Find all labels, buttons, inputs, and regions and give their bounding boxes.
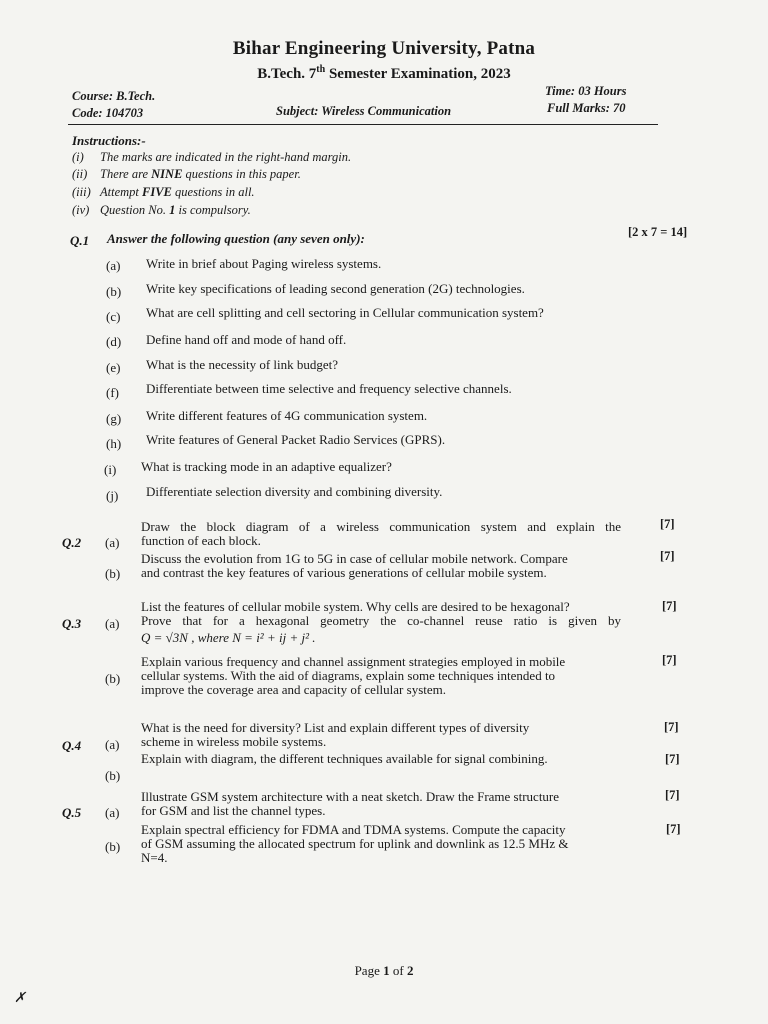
subject-label: Subject: Wireless Communication	[276, 104, 452, 118]
marks-label: [2 x 7 = 14]	[628, 225, 688, 239]
question-text: Answer the following question (any seven only):	[107, 231, 365, 246]
instruction-item: (i) The marks are indicated in the right-hand margin.	[72, 150, 352, 164]
marks-label: [7]	[662, 653, 677, 667]
item-text: Differentiate between time selective and frequency selective channels.	[146, 381, 512, 396]
question-number: Q.1	[70, 233, 90, 248]
item-label: (f)	[106, 385, 119, 400]
sub-question-text: Discuss the evolution from 1G to 5G in case of cellular mobile network. Compare and contrast the key features of various generations of cellular mobile system.	[141, 551, 568, 580]
sub-question-label: (a)	[105, 805, 120, 820]
question-number: Q.4	[62, 738, 82, 753]
sub-question-label: (a)	[105, 616, 120, 631]
item-text: Write in brief about Paging wireless systems.	[146, 256, 382, 271]
instruction-item: (ii) There are NINE questions in this paper.	[72, 167, 301, 181]
course-label: Course: B.Tech.	[72, 89, 156, 103]
marks-label: [7]	[665, 752, 680, 766]
sub-question-label: (a)	[105, 535, 120, 550]
item-label: (b)	[106, 284, 122, 299]
item-label: (i)	[104, 462, 117, 477]
item-label: (a)	[106, 258, 121, 273]
marks-label: [7]	[666, 822, 681, 836]
sub-question-label: (b)	[105, 671, 121, 686]
marks-label: [7]	[664, 720, 679, 734]
item-text: Write key specifications of leading second generation (2G) technologies.	[146, 281, 525, 296]
sub-question-text: What is the need for diversity? List and explain different types of diversity scheme in wireless mobile systems.	[141, 720, 530, 749]
item-text: Differentiate selection diversity and combining diversity.	[146, 484, 443, 499]
question-number: Q.5	[62, 805, 82, 820]
item-text: What is tracking mode in an adaptive equalizer?	[141, 459, 392, 474]
sub-question-text: Explain with diagram, the different techniques available for signal combining.	[141, 751, 548, 766]
item-label: (e)	[106, 360, 121, 375]
item-label: (g)	[106, 411, 122, 426]
sub-question-text: Explain spectral efficiency for FDMA and TDMA systems. Compute the capacity of GSM assuming the allocated spectrum for uplink and downlink as 12.5 MHz & N=4.	[141, 822, 569, 865]
sub-question-text: List the features of cellular mobile system. Why cells are desired to be hexagonal? Prove that for a hexagonal geometry the co-channel reuse ratio is given by Q = √3N , where N = i² + ij + j² .	[141, 599, 621, 645]
marks-label: [7]	[662, 599, 677, 613]
item-label: (j)	[106, 488, 119, 503]
item-text: Write features of General Packet Radio Services (GPRS).	[146, 432, 446, 447]
item-text: What are cell splitting and cell sectoring in Cellular communication system?	[146, 305, 544, 320]
formula: Q = √3N , where N = i² + ij + j² .	[141, 630, 316, 645]
code-label: Code: 104703	[72, 106, 144, 120]
sub-question-label: (b)	[105, 839, 121, 854]
marks-label: [7]	[665, 788, 680, 802]
sub-question-label: (b)	[105, 566, 121, 581]
full-marks-label: Full Marks: 70	[547, 101, 626, 115]
time-label: Time: 03 Hours	[545, 84, 627, 98]
item-text: Write different features of 4G communication system.	[146, 408, 428, 423]
question-number: Q.2	[62, 535, 82, 550]
item-label: (h)	[106, 436, 122, 451]
question-number: Q.3	[62, 616, 82, 631]
item-text: Define hand off and mode of hand off.	[146, 332, 347, 347]
sub-question-label: (a)	[105, 737, 120, 752]
marks-label: [7]	[660, 549, 675, 563]
university-title: Bihar Engineering University, Patna	[232, 38, 536, 59]
sub-question-text: Illustrate GSM system architecture with a neat sketch. Draw the Frame structure for GSM and list the channel types.	[141, 789, 560, 818]
sub-question-label: (b)	[105, 768, 121, 783]
page-number: Page 1 of 2	[354, 963, 414, 978]
instruction-item: (iii) Attempt FIVE questions in all.	[72, 185, 255, 199]
marks-label: [7]	[660, 517, 675, 531]
item-text: What is the necessity of link budget?	[146, 357, 339, 372]
instructions-heading: Instructions:-	[72, 133, 146, 148]
exam-title: B.Tech. 7th Semester Examination, 2023	[257, 64, 511, 82]
header-divider	[68, 124, 658, 125]
handwritten-mark: ✗	[14, 991, 26, 1006]
item-label: (d)	[106, 334, 122, 349]
sub-question-text: Draw the block diagram of a wireless communication system and explain the function of each block.	[141, 519, 621, 548]
item-label: (c)	[106, 309, 121, 324]
sub-question-text: Explain various frequency and channel assignment strategies employed in mobile cellular systems. With the aid of diagrams, explain some techniques intended to improve the coverage area and capacity of cellular system.	[141, 654, 566, 697]
instruction-item: (iv) Question No. 1 is compulsory.	[72, 203, 251, 217]
